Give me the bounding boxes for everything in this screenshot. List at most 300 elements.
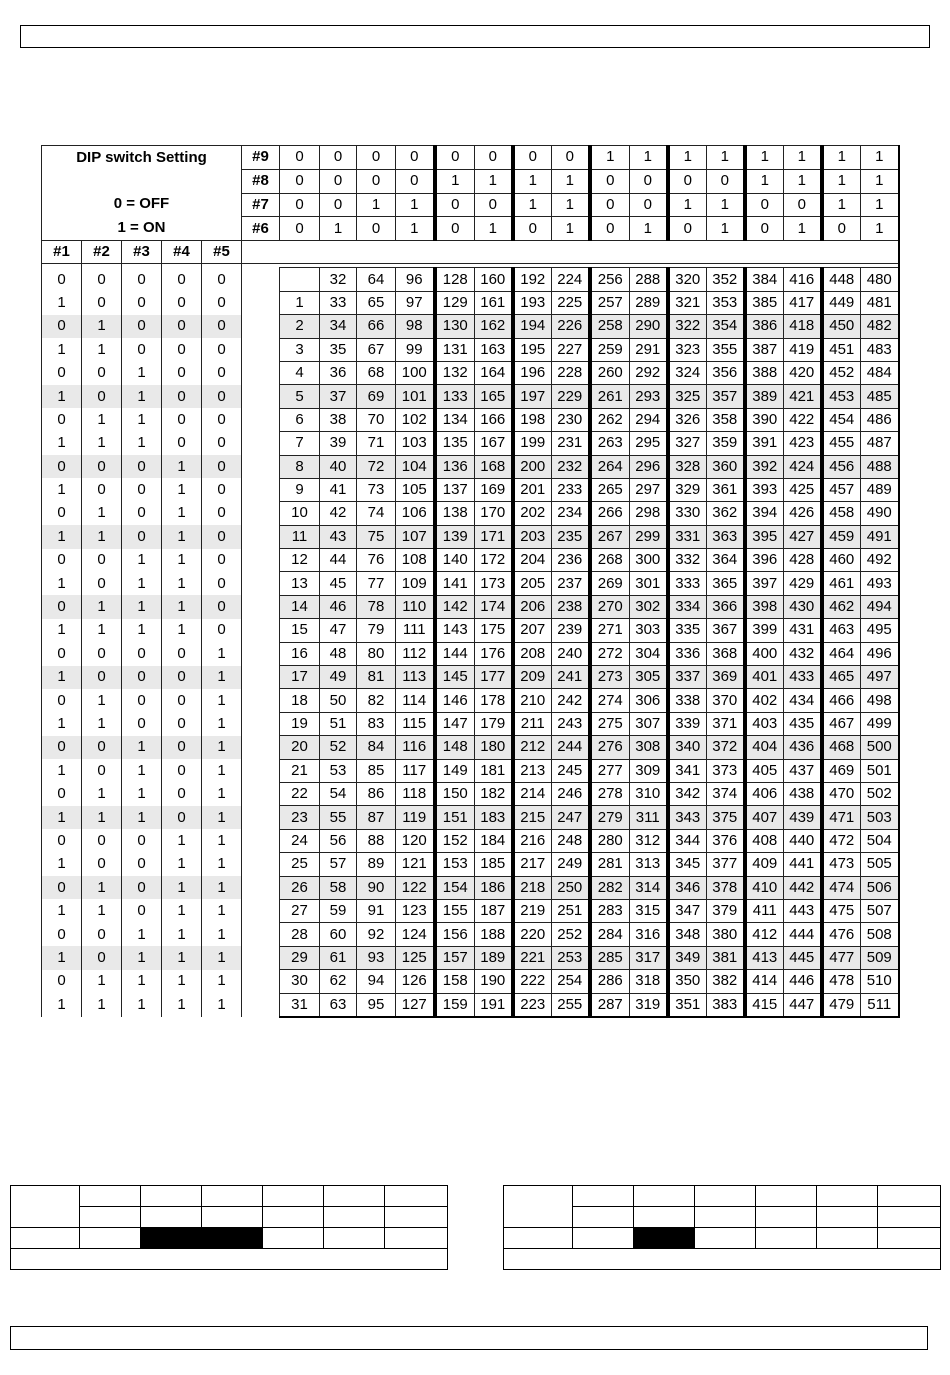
- address-value: 168: [475, 455, 513, 478]
- address-value: 154: [435, 876, 475, 899]
- address-value: 108: [396, 549, 435, 572]
- on-legend: 1 = ON: [117, 219, 166, 236]
- address-value: 393: [745, 478, 784, 501]
- address-value: 125: [396, 946, 435, 969]
- address-value: 308: [630, 736, 668, 759]
- switch-state: 1: [42, 853, 82, 876]
- address-value: 428: [784, 549, 822, 572]
- switch-state: 0: [202, 572, 242, 595]
- switch-state: 0: [162, 806, 202, 829]
- table-row: [42, 338, 899, 361]
- switch-value: 0: [320, 193, 357, 217]
- address-value: 415: [745, 993, 784, 1017]
- cell: [695, 1228, 756, 1249]
- address-value: 268: [590, 549, 630, 572]
- address-value: 472: [822, 829, 861, 852]
- address-value: 323: [668, 338, 707, 361]
- address-value: 218: [513, 876, 552, 899]
- address-value: 104: [396, 455, 435, 478]
- address-value: 180: [475, 736, 513, 759]
- address-value: 228: [552, 361, 590, 384]
- address-value: 148: [435, 736, 475, 759]
- address-value: 118: [396, 782, 435, 805]
- address-value: 179: [475, 712, 513, 735]
- address-value: 430: [784, 595, 822, 618]
- address-value: 347: [668, 899, 707, 922]
- address-value: 139: [435, 525, 475, 548]
- switch-value: 0: [280, 217, 320, 241]
- address-value: 71: [357, 432, 396, 455]
- address-value: 475: [822, 899, 861, 922]
- cell: [80, 1207, 141, 1228]
- address-value: 463: [822, 619, 861, 642]
- switch-state: 1: [42, 338, 82, 361]
- switch-value: 1: [822, 146, 861, 170]
- gap-cell: [242, 736, 280, 759]
- address-value: 189: [475, 946, 513, 969]
- switch-state: 0: [162, 268, 202, 291]
- cell: [11, 1186, 80, 1228]
- cell: [817, 1186, 878, 1207]
- address-value: 39: [320, 432, 357, 455]
- address-value: 235: [552, 525, 590, 548]
- address-value: 99: [396, 338, 435, 361]
- switch-value: 1: [513, 169, 552, 193]
- address-value: 43: [320, 525, 357, 548]
- address-value: 373: [707, 759, 745, 782]
- address-value: 289: [630, 291, 668, 314]
- address-value: 114: [396, 689, 435, 712]
- address-value: 230: [552, 408, 590, 431]
- address-value: 26: [280, 876, 320, 899]
- settings-legend: [42, 146, 242, 241]
- address-value: 359: [707, 432, 745, 455]
- address-value: 138: [435, 502, 475, 525]
- address-value: 115: [396, 712, 435, 735]
- switch-state: 0: [202, 432, 242, 455]
- address-value: 229: [552, 385, 590, 408]
- address-value: 238: [552, 595, 590, 618]
- address-value: 237: [552, 572, 590, 595]
- switch-state: 0: [42, 923, 82, 946]
- address-value: 274: [590, 689, 630, 712]
- switch-state: 1: [42, 806, 82, 829]
- address-value: 97: [396, 291, 435, 314]
- address-value: 334: [668, 595, 707, 618]
- switch-state: 1: [82, 502, 122, 525]
- address-value: 483: [861, 338, 899, 361]
- address-value: 371: [707, 712, 745, 735]
- switch-state: 0: [162, 408, 202, 431]
- address-value: 11: [280, 525, 320, 548]
- address-value: 33: [320, 291, 357, 314]
- switch-state: 1: [162, 455, 202, 478]
- address-value: 201: [513, 478, 552, 501]
- address-value: 123: [396, 899, 435, 922]
- address-value: 354: [707, 315, 745, 338]
- address-value: 196: [513, 361, 552, 384]
- address-value: 263: [590, 432, 630, 455]
- gap-cell: [242, 361, 280, 384]
- address-value: 325: [668, 385, 707, 408]
- switch-state: 1: [162, 549, 202, 572]
- address-value: 423: [784, 432, 822, 455]
- address-value: 419: [784, 338, 822, 361]
- address-value: 210: [513, 689, 552, 712]
- address-value: 191: [475, 993, 513, 1017]
- address-value: 89: [357, 853, 396, 876]
- switch-value: 0: [822, 217, 861, 241]
- cell: [385, 1228, 448, 1249]
- address-value: 505: [861, 853, 899, 876]
- address-value: 124: [396, 923, 435, 946]
- address-value: 111: [396, 619, 435, 642]
- address-value: 302: [630, 595, 668, 618]
- address-value: 376: [707, 829, 745, 852]
- table-row: [42, 478, 899, 501]
- address-value: 153: [435, 853, 475, 876]
- address-value: 122: [396, 876, 435, 899]
- blank-table-left: [10, 1185, 448, 1270]
- address-value: 248: [552, 829, 590, 852]
- address-value: 192: [513, 268, 552, 291]
- address-value: 103: [396, 432, 435, 455]
- switch-value: 1: [630, 217, 668, 241]
- address-value: 254: [552, 970, 590, 993]
- switch-state: 0: [42, 736, 82, 759]
- address-value: 290: [630, 315, 668, 338]
- address-value: 101: [396, 385, 435, 408]
- address-value: 40: [320, 455, 357, 478]
- address-value: 30: [280, 970, 320, 993]
- table-row: [42, 876, 899, 899]
- address-value: 402: [745, 689, 784, 712]
- switch-state: 1: [162, 876, 202, 899]
- address-value: 29: [280, 946, 320, 969]
- address-value: 19: [280, 712, 320, 735]
- address-value: 324: [668, 361, 707, 384]
- switch-state: 0: [162, 385, 202, 408]
- switch-state: 0: [162, 782, 202, 805]
- switch-state: 0: [162, 432, 202, 455]
- switch-state: 0: [202, 619, 242, 642]
- address-value: 20: [280, 736, 320, 759]
- address-value: 1: [280, 291, 320, 314]
- gap-cell: [242, 619, 280, 642]
- address-value: 448: [822, 268, 861, 291]
- cell: [634, 1207, 695, 1228]
- address-value: 82: [357, 689, 396, 712]
- switch-state: 1: [82, 876, 122, 899]
- address-value: 381: [707, 946, 745, 969]
- address-value: 157: [435, 946, 475, 969]
- cell: [263, 1186, 324, 1207]
- gap-cell: [242, 408, 280, 431]
- address-value: 449: [822, 291, 861, 314]
- switch-state: 1: [82, 595, 122, 618]
- switch-state: 1: [202, 853, 242, 876]
- address-value: 232: [552, 455, 590, 478]
- address-value: 65: [357, 291, 396, 314]
- switch-value: 0: [745, 217, 784, 241]
- address-value: 493: [861, 572, 899, 595]
- switch-state: 1: [82, 970, 122, 993]
- switch-state: 1: [82, 712, 122, 735]
- address-value: 70: [357, 408, 396, 431]
- address-value: 491: [861, 525, 899, 548]
- switch-value: 0: [784, 193, 822, 217]
- switch-label: #6: [242, 217, 280, 241]
- address-value: 357: [707, 385, 745, 408]
- address-value: 54: [320, 782, 357, 805]
- switch-state: 1: [202, 876, 242, 899]
- address-value: 45: [320, 572, 357, 595]
- switch-value: 1: [784, 146, 822, 170]
- address-value: 24: [280, 829, 320, 852]
- address-value: 140: [435, 549, 475, 572]
- address-value: 465: [822, 666, 861, 689]
- switch-state: 1: [202, 829, 242, 852]
- address-value: 98: [396, 315, 435, 338]
- address-value: 219: [513, 899, 552, 922]
- switch-value: 0: [280, 169, 320, 193]
- address-value: 507: [861, 899, 899, 922]
- address-value: 44: [320, 549, 357, 572]
- address-value: 458: [822, 502, 861, 525]
- address-value: 255: [552, 993, 590, 1017]
- switch-state: 0: [202, 315, 242, 338]
- address-value: 277: [590, 759, 630, 782]
- address-value: 460: [822, 549, 861, 572]
- address-value: 422: [784, 408, 822, 431]
- switch-label: #7: [242, 193, 280, 217]
- address-value: 420: [784, 361, 822, 384]
- gap-cell: [242, 876, 280, 899]
- switch-state: 1: [122, 993, 162, 1017]
- address-value: 429: [784, 572, 822, 595]
- gap-cell: [242, 455, 280, 478]
- address-value: 85: [357, 759, 396, 782]
- address-value: 166: [475, 408, 513, 431]
- address-value: 127: [396, 993, 435, 1017]
- switch-state: 1: [122, 361, 162, 384]
- cell: [504, 1249, 941, 1270]
- address-value: 437: [784, 759, 822, 782]
- address-value: 221: [513, 946, 552, 969]
- switch-label: #2: [82, 241, 122, 264]
- switch-state: 0: [42, 408, 82, 431]
- address-value: 489: [861, 478, 899, 501]
- switch-value: 0: [590, 217, 630, 241]
- switch-state: 1: [42, 899, 82, 922]
- address-value: 365: [707, 572, 745, 595]
- gap-cell: [242, 572, 280, 595]
- address-value: 83: [357, 712, 396, 735]
- table-row: [42, 923, 899, 946]
- switch-state: 1: [82, 806, 122, 829]
- address-value: 340: [668, 736, 707, 759]
- address-value: 367: [707, 619, 745, 642]
- address-value: 55: [320, 806, 357, 829]
- cell: [263, 1228, 324, 1249]
- address-value: 159: [435, 993, 475, 1017]
- address-value: 269: [590, 572, 630, 595]
- address-value: 131: [435, 338, 475, 361]
- table-row: [42, 759, 899, 782]
- address-value: 143: [435, 619, 475, 642]
- address-value: 224: [552, 268, 590, 291]
- address-value: 348: [668, 923, 707, 946]
- address-value: 384: [745, 268, 784, 291]
- address-value: 120: [396, 829, 435, 852]
- address-value: 414: [745, 970, 784, 993]
- switch-state: 1: [82, 899, 122, 922]
- address-value: 488: [861, 455, 899, 478]
- switch-value: 1: [707, 146, 745, 170]
- table-row: [42, 385, 899, 408]
- switch-row-upper: [42, 146, 899, 170]
- gap-cell: [242, 666, 280, 689]
- address-value: 447: [784, 993, 822, 1017]
- switch-state: 0: [42, 689, 82, 712]
- address-value: 9: [280, 478, 320, 501]
- switch-state: 0: [122, 853, 162, 876]
- address-value: 182: [475, 782, 513, 805]
- address-value: 117: [396, 759, 435, 782]
- address-value: 327: [668, 432, 707, 455]
- address-value: 130: [435, 315, 475, 338]
- cell: [878, 1207, 941, 1228]
- address-value: 80: [357, 642, 396, 665]
- address-value: 247: [552, 806, 590, 829]
- gap-cell: [242, 946, 280, 969]
- cell: [80, 1186, 141, 1207]
- switch-value: 0: [320, 169, 357, 193]
- switch-state: 0: [82, 291, 122, 314]
- address-value: 79: [357, 619, 396, 642]
- address-value: 209: [513, 666, 552, 689]
- address-value: 119: [396, 806, 435, 829]
- address-value: 295: [630, 432, 668, 455]
- switch-state: 1: [122, 970, 162, 993]
- address-value: 341: [668, 759, 707, 782]
- switch-value: 0: [630, 193, 668, 217]
- switch-state: 1: [202, 806, 242, 829]
- address-value: 494: [861, 595, 899, 618]
- address-value: 293: [630, 385, 668, 408]
- table-row: [42, 946, 899, 969]
- address-value: 451: [822, 338, 861, 361]
- switch-state: 0: [42, 970, 82, 993]
- gap-cell: [242, 315, 280, 338]
- address-value: 112: [396, 642, 435, 665]
- address-value: 352: [707, 268, 745, 291]
- address-value: 484: [861, 361, 899, 384]
- switch-state: 0: [122, 455, 162, 478]
- address-value: 173: [475, 572, 513, 595]
- switch-value: 1: [475, 217, 513, 241]
- switch-value: 0: [396, 169, 435, 193]
- address-value: 407: [745, 806, 784, 829]
- switch-value: 0: [513, 217, 552, 241]
- address-value: 128: [435, 268, 475, 291]
- switch-state: 0: [162, 338, 202, 361]
- address-value: 343: [668, 806, 707, 829]
- address-value: 13: [280, 572, 320, 595]
- gap-cell: [242, 385, 280, 408]
- switch-state: 0: [202, 361, 242, 384]
- table-row: [42, 666, 899, 689]
- address-value: 368: [707, 642, 745, 665]
- address-value: 5: [280, 385, 320, 408]
- address-value: 413: [745, 946, 784, 969]
- switch-value: 1: [396, 217, 435, 241]
- address-value: 245: [552, 759, 590, 782]
- switch-value: 1: [745, 146, 784, 170]
- address-value: 199: [513, 432, 552, 455]
- address-value: 396: [745, 549, 784, 572]
- address-value: 249: [552, 853, 590, 876]
- address-value: 267: [590, 525, 630, 548]
- switch-state: 0: [82, 829, 122, 852]
- table-row: [42, 736, 899, 759]
- address-value: 378: [707, 876, 745, 899]
- address-value: 231: [552, 432, 590, 455]
- address-value: 404: [745, 736, 784, 759]
- switch-value: 0: [668, 169, 707, 193]
- table-row: [42, 829, 899, 852]
- address-value: 444: [784, 923, 822, 946]
- switch-value: 1: [590, 146, 630, 170]
- black-fill-cell: [141, 1228, 202, 1249]
- switch-value: 1: [707, 193, 745, 217]
- address-value: 473: [822, 853, 861, 876]
- switch-value: 1: [707, 217, 745, 241]
- switch-state: 1: [42, 572, 82, 595]
- switch-state: 1: [202, 899, 242, 922]
- address-value: 194: [513, 315, 552, 338]
- address-value: 445: [784, 946, 822, 969]
- switch-state: 0: [162, 315, 202, 338]
- switch-state: 0: [42, 876, 82, 899]
- address-value: 2: [280, 315, 320, 338]
- switch-state: 1: [42, 291, 82, 314]
- switch-state: 0: [122, 689, 162, 712]
- switch-state: 1: [162, 572, 202, 595]
- switch-value: 1: [396, 193, 435, 217]
- gap-cell: [242, 712, 280, 735]
- address-value: 408: [745, 829, 784, 852]
- address-value: 391: [745, 432, 784, 455]
- address-value: 457: [822, 478, 861, 501]
- switch-state: 0: [82, 361, 122, 384]
- address-value: 239: [552, 619, 590, 642]
- address-value: 401: [745, 666, 784, 689]
- address-value: 288: [630, 268, 668, 291]
- address-value: 181: [475, 759, 513, 782]
- address-value: 203: [513, 525, 552, 548]
- address-value: 208: [513, 642, 552, 665]
- address-value: 137: [435, 478, 475, 501]
- address-value: 443: [784, 899, 822, 922]
- address-value: 193: [513, 291, 552, 314]
- switch-state: 1: [202, 970, 242, 993]
- address-value: 251: [552, 899, 590, 922]
- address-value: 333: [668, 572, 707, 595]
- switch-state: 0: [162, 736, 202, 759]
- address-value: 427: [784, 525, 822, 548]
- table-row: [42, 572, 899, 595]
